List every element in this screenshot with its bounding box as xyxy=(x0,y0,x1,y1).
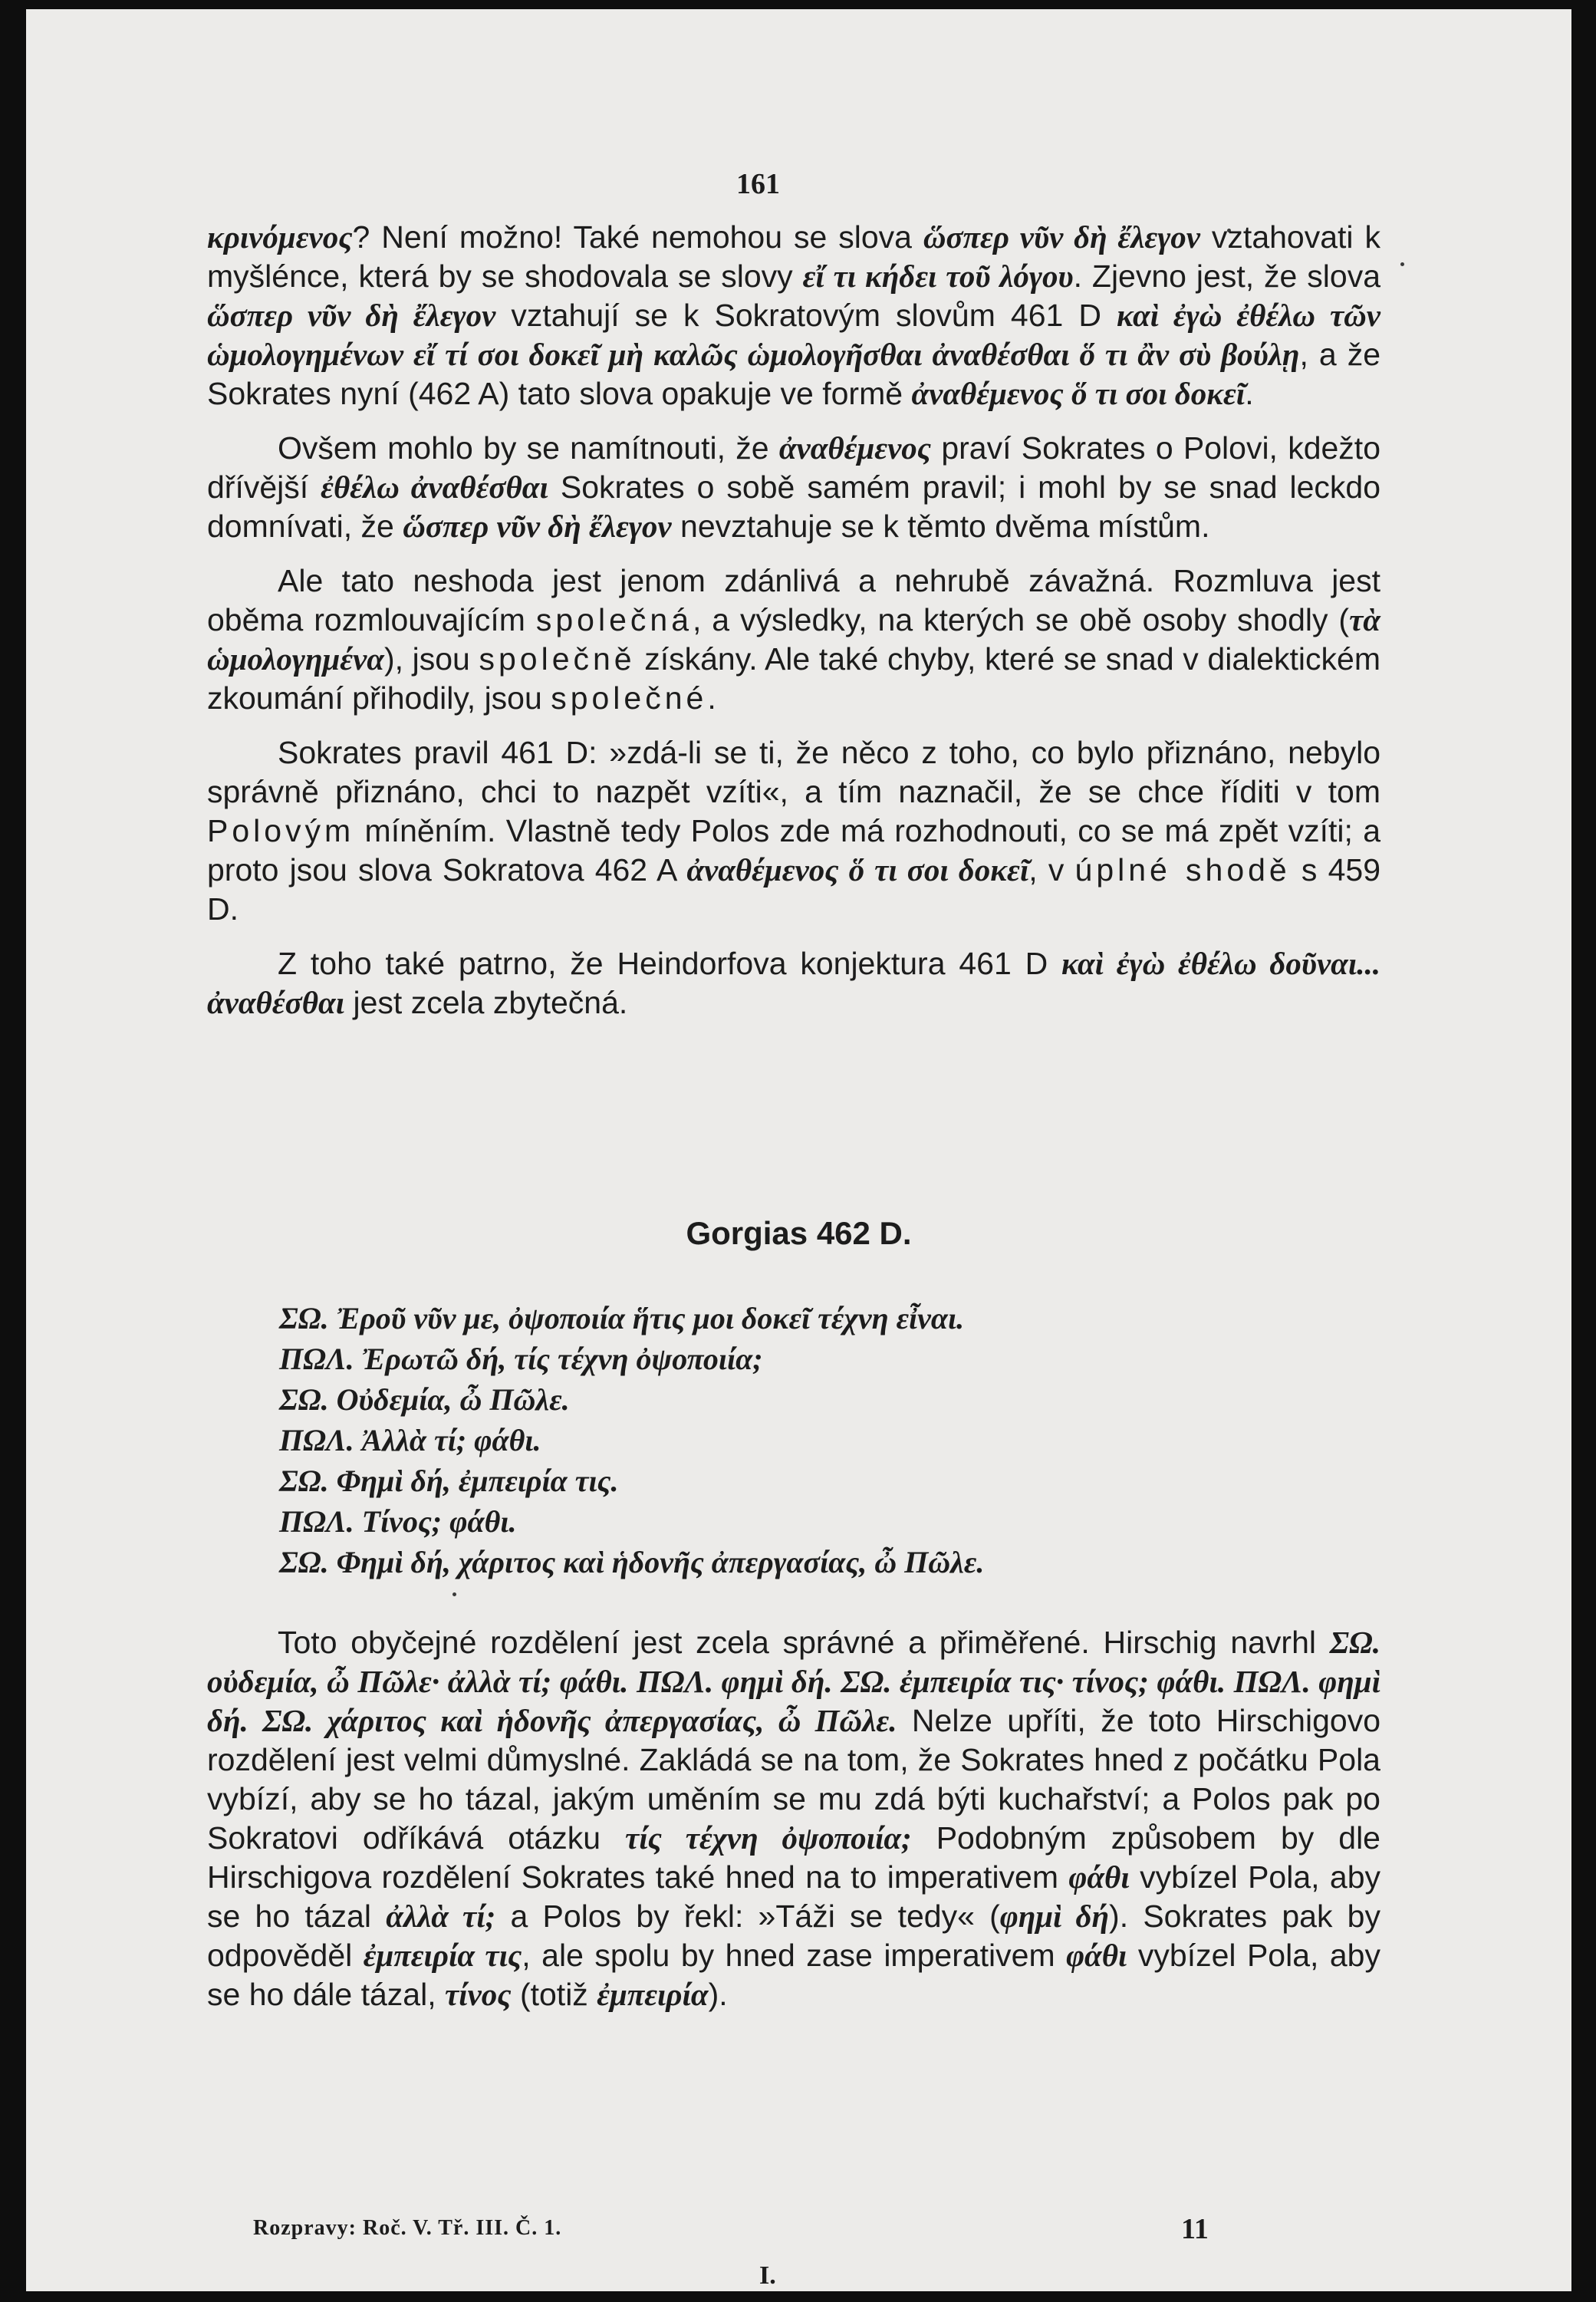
greek-quote: φημὶ δή xyxy=(999,1899,1110,1934)
spaced-emphasis: společná xyxy=(535,602,693,637)
speck xyxy=(452,1592,456,1596)
text-run: . xyxy=(1245,376,1254,411)
dialogue-line: ΠΩΛ. Τίνος; φάθι. xyxy=(279,1504,517,1539)
body-text-bottom xyxy=(207,1623,1380,2014)
signature-mark: I. xyxy=(759,2261,776,2290)
text-run: jest zcela zbytečná. xyxy=(344,985,628,1020)
dialogue-line: ΠΩΛ. Ἀλλὰ τί; φάθι. xyxy=(279,1423,541,1457)
text-run: Z toho také patrno, že Heindorfova konjektura 461 D xyxy=(278,946,1062,981)
text-run: Sokrates o sobě samém pravil; i mohl by se snad leckdo domnívati, že xyxy=(207,469,1381,544)
dialogue-line: ΠΩΛ. Ἐρωτῶ δή, τίς τέχνη ὀψοποιία; xyxy=(279,1342,763,1376)
greek-quote: ἀναθέμενος xyxy=(778,430,932,466)
paragraph xyxy=(207,1623,1380,2014)
dialogue-line: ΣΩ. Οὐδεμία, ὦ Πῶλε. xyxy=(279,1382,570,1417)
paragraph xyxy=(207,944,1380,1023)
body-text-top xyxy=(207,218,1380,1023)
paragraph xyxy=(207,562,1380,718)
greek-quote: ὥσπερ νῦν δὴ ἔλεγον xyxy=(403,509,672,544)
greek-quote: ἀναθέμενος ὅ τι σοι δοκεῖ xyxy=(911,376,1246,411)
greek-dialogue xyxy=(279,1298,984,1582)
section-heading: Gorgias 462 D. xyxy=(686,1215,912,1251)
footer-source: Rozpravy: Roč. V. Tř. III. Č. 1. xyxy=(253,2216,562,2240)
greek-quote: καὶ ἐγὼ ἐθέλω τῶν ὡμολογημένων εἴ τί σοι δοκεῖ μὴ καλῶς ὡμολογῆσθαι ἀναθέσθαι ὅ τι ἂν σὺ βούλῃ xyxy=(207,298,1381,372)
paragraph xyxy=(207,218,1380,413)
dialogue-line: ΣΩ. Φημὶ δή, χάριτος καὶ ἡδονῆς ἀπεργασίας, ὦ Πῶλε. xyxy=(279,1545,985,1579)
text-run: míněním. Vlastně tedy Polos zde má rozhodnouti, co se má zpět vzíti; a proto jsou slova Sokratova 462 A xyxy=(207,813,1380,888)
text-run: Ale tato neshoda jest jenom zdánlivá a nehrubě závažná. Rozmluva jest oběma rozmlouvajícím xyxy=(207,563,1380,637)
document-page xyxy=(26,9,1571,2291)
greek-quote: τὰ ὡμολογημένα xyxy=(207,602,1380,677)
spaced-emphasis: společné xyxy=(551,680,708,716)
text-run: , a výsledky, na kterých se obě osoby shodly ( xyxy=(693,602,1350,637)
text-run: ). xyxy=(708,1977,728,2012)
dialogue-line: ΣΩ. Φημὶ δή, ἐμπειρία τις. xyxy=(279,1464,619,1498)
greek-quote: φάθι xyxy=(1068,1859,1130,1895)
text-run: , v xyxy=(1028,852,1075,888)
greek-quote: ἐθέλω ἀναθέσθαι xyxy=(321,469,548,505)
paragraph xyxy=(207,733,1380,929)
text-run: vybízel Pola, aby se ho tázal xyxy=(207,1859,1380,1934)
spaced-emphasis: Polovým xyxy=(207,813,355,848)
greek-quote: φάθι xyxy=(1066,1938,1127,1973)
text-run: vztahovati k myšlénce, která by se shodovala se slovy xyxy=(207,219,1380,294)
greek-quote: ὥσπερ νῦν δὴ ἔλεγον xyxy=(923,219,1200,255)
greek-quote: ἀναθέμενος ὅ τι σοι δοκεῖ xyxy=(686,852,1029,888)
text-run: získány. Ale také chyby, které se snad v dialektickém zkoumání přihodily, jsou xyxy=(207,641,1380,716)
text-run: ). Sokrates pak by odpověděl xyxy=(207,1899,1380,1973)
text-run: a Polos by řekl: »Táži se tedy« ( xyxy=(495,1899,1000,1934)
greek-quote: κρινόμενος xyxy=(207,219,353,255)
text-run: , ale spolu by hned zase imperativem xyxy=(522,1938,1067,1973)
text-run: praví Sokrates o Polovi, kdežto dřívější xyxy=(207,430,1381,505)
greek-quote: ὥσπερ νῦν δὴ ἔλεγον xyxy=(207,298,496,333)
greek-quote: εἴ τι κήδει τοῦ λόγου xyxy=(802,259,1074,294)
text-run: vybízel Pola, aby se ho dále tázal, xyxy=(207,1938,1380,2012)
greek-quote: ΣΩ. οὐδεμία, ὦ Πῶλε· ἀλλὰ τί; φάθι. ΠΩΛ. φημὶ δή. ΣΩ. ἐμπειρία τις· τίνος; φάθι. ΠΩΛ. φημὶ δή. ΣΩ. χάριτος καὶ ἡδονῆς ἀπεργασίας, ὦ Πῶλε. xyxy=(207,1625,1380,1738)
text-run: Podobným způsobem by dle Hirschigova rozdělení Sokrates také hned na to imperativem xyxy=(207,1820,1380,1895)
text-run: nevztahuje se k těmto dvěma místům. xyxy=(671,509,1210,544)
text-run: Nelze upříti, že toto Hirschigovo rozdělení jest velmi důmyslné. Zakládá se na tom, že Sokrates hned z počátku Pola vybízí, aby se ho tázal, jakým uměním se mu zdá býti kuchařství; a Polos pak po Sokratovi odříkává otázku xyxy=(207,1703,1380,1856)
text-run: vztahují se k Sokratovým slovům 461 D xyxy=(495,298,1117,333)
text-run: Toto obyčejné rozdělení jest zcela správné a přiměřené. Hirschig navrhl xyxy=(278,1625,1330,1660)
dialogue-line: ΣΩ. Ἐροῦ νῦν με, ὀψοποιία ἥτις μοι δοκεῖ τέχνη εἶναι. xyxy=(279,1301,965,1335)
greek-quote: καὶ ἐγὼ ἐθέλω δοῦναι... ἀναθέσθαι xyxy=(207,946,1380,1020)
greek-quote: τίς τέχνη ὀψοποιία; xyxy=(625,1820,912,1856)
greek-quote: ἀλλὰ τί; xyxy=(386,1899,496,1934)
greek-quote: ἐμπειρία xyxy=(597,1977,709,2012)
speck xyxy=(1400,262,1404,266)
paragraph xyxy=(207,429,1380,546)
text-run: ), jsou xyxy=(383,641,479,677)
text-run: Sokrates pravil 461 D: »zdá-li se ti, že něco z toho, co bylo přiznáno, nebylo správně přiznáno, chci to nazpět vzíti«, a tím naznačil, že se chce říditi v tom xyxy=(207,735,1380,809)
text-run: s 459 D. xyxy=(207,852,1381,927)
text-run: . Zjevno jest, že slova xyxy=(1073,259,1381,294)
text-run: ? Není možno! Také nemohou se slova xyxy=(352,219,923,255)
page-number: 161 xyxy=(736,168,780,200)
text-run: Ovšem mohlo by se namítnouti, že xyxy=(278,430,779,466)
text-run: , a že Sokrates nyní (462 A) tato slova opakuje ve formě xyxy=(207,337,1380,411)
spaced-emphasis: úplné shodě xyxy=(1074,852,1291,888)
spaced-emphasis: společně xyxy=(479,641,636,677)
greek-quote: ἐμπειρία τις xyxy=(363,1938,522,1973)
text-run: (totiž xyxy=(511,1977,597,2012)
greek-quote: τίνος xyxy=(444,1977,512,2012)
text-run: . xyxy=(707,680,716,716)
footer-sheet-number: 11 xyxy=(1181,2213,1209,2245)
